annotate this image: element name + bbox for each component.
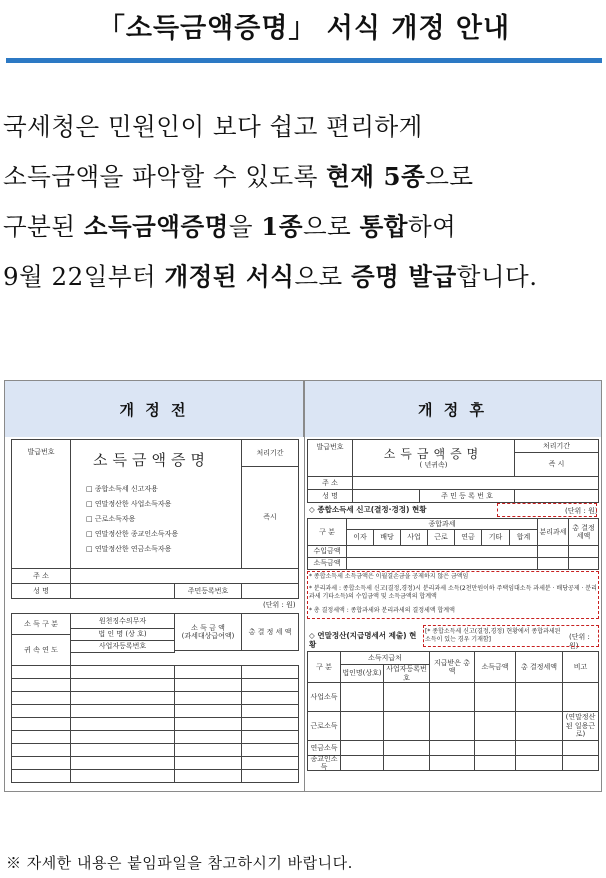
after-income-amount: 소득금액	[474, 651, 516, 683]
after-remark-value: (연말정산된 일용근로)	[562, 711, 599, 741]
before-total-tax: 총 결 정 세 액	[241, 613, 299, 651]
after-form-title-sub: ( 년귀속)	[419, 461, 448, 469]
before-name-label: 성 명	[11, 583, 71, 599]
before-income-amount: 소 득 금 액	[191, 623, 225, 632]
before-biz-no: 사업자등록번호	[70, 640, 175, 653]
after-type-label: 구 분	[307, 518, 347, 546]
column-divider	[304, 381, 305, 791]
after-col-sum: 합계	[509, 529, 538, 546]
before-option-3: □ 근로소득자용	[86, 515, 136, 523]
after-payer-corp: 법인명(상호)	[340, 664, 384, 683]
after-paid-amount: 지급받은 총 액	[429, 651, 475, 683]
after-note-1: * 종합소득세 소득금액은 이월결손금을 공제하지 않은 금액임	[309, 573, 469, 580]
before-unit: (단위 : 원)	[263, 601, 296, 609]
page-title: 「소득금액증명」 서식 개정 안내	[97, 13, 511, 44]
after-row-religious: 종교인소득	[307, 755, 341, 771]
after-issue-no: 발급번호	[307, 439, 353, 477]
title-bar	[6, 6, 602, 66]
after-column-header: 개 정 후	[304, 381, 601, 437]
after-note-3: * 총 결정세액 : 종합과세와 분리과세의 결정세액 합계액	[309, 607, 455, 614]
after-row-labor: 근로소득	[307, 711, 341, 741]
after-col-interest: 이자	[346, 529, 374, 546]
before-period-value: 즉시	[241, 466, 299, 569]
after-global-tax: 종합과세	[346, 518, 538, 530]
before-withholder: 원천징수의무자	[70, 613, 175, 629]
title-underline	[6, 58, 602, 63]
after-col-dividend: 배당	[373, 529, 401, 546]
intro-text	[3, 102, 603, 302]
after-period-value: 즉 시	[514, 452, 599, 477]
comparison-table	[4, 380, 602, 792]
before-income-amount-sub: (과세대상급여액)	[181, 632, 235, 640]
intro-line-4: 9월 22일부터 개정된 서식으로 증명 발급합니다.	[3, 262, 538, 291]
before-address-label: 주 소	[11, 568, 71, 584]
after-col-pension: 연금	[454, 529, 482, 546]
after-type-label-2: 구 분	[307, 651, 341, 683]
after-remarks: 비고	[562, 651, 599, 683]
after-row-income: 소득금액	[307, 557, 347, 570]
after-payer-biz: 사업자등록번호	[383, 664, 430, 683]
after-col-business: 사업	[400, 529, 428, 546]
after-address-label: 주 소	[307, 476, 353, 490]
after-section-2: ◇ 연말정산(지급명세서 제출) 현황	[309, 631, 417, 650]
before-corp-name: 법 인 명 (상 호)	[70, 628, 175, 641]
before-issue-no: 발급번호	[11, 439, 71, 569]
after-form-title: 소득금액증명	[383, 446, 484, 461]
intro-line-1: 국세청은 민원인이 보다 쉽고 편리하게	[3, 112, 423, 141]
intro-line-2: 소득금액을 파악할 수 있도록 현재 5종으로	[3, 162, 474, 191]
after-resident-no: 주 민 등 록 번 호	[419, 489, 515, 503]
before-column-header: 개 정 전	[5, 381, 304, 437]
before-option-5: □ 연말정산한 연금소득자용	[86, 545, 172, 553]
before-form-title: 소득금액증명	[93, 451, 210, 469]
before-resident-no: 주민등록번호	[174, 583, 242, 599]
after-note-2: * 분리과세 : 종합소득세 신고(결정,경정)시 분리과세 소득(2천만원이하 주택임대소득 과세분 · 배당공제 · 분리과세 기타소득)의 수입금액 및 소득금액의 합계액	[309, 585, 597, 600]
after-row-revenue: 수입금액	[307, 545, 347, 558]
before-form	[11, 439, 299, 787]
before-option-1: □ 종합소득세 신고자용	[86, 485, 158, 493]
before-option-2: □ 연말정산한 사업소득자용	[86, 500, 172, 508]
before-year: 귀 속 연 도	[11, 634, 71, 666]
after-unit-1: (단위 : 원)	[565, 507, 598, 515]
after-col-labor: 근로	[427, 529, 455, 546]
after-col-other: 기타	[481, 529, 510, 546]
after-total-decided: 총 결정세액	[568, 518, 599, 546]
before-option-4: □ 연말정산한 종교인소득자용	[86, 530, 179, 538]
after-row-pension: 연금소득	[307, 740, 341, 756]
after-name-label: 성 명	[307, 489, 353, 503]
after-period-label: 처리기간	[514, 439, 599, 453]
after-decided-tax: 총 결정세액	[515, 651, 563, 683]
intro-line-3: 구분된 소득금액증명을 1종으로 통합하여	[3, 212, 457, 241]
after-section-1: ◇ 종합소득세 신고(결정·경정) 현황	[309, 505, 427, 514]
after-section-2-note: [* 종합소득세 신고(결정,경정) 현황에서 종합과세된 소득이 있는 경우 기재함]	[425, 628, 561, 643]
after-unit-2: (단위 : 원)	[569, 633, 590, 650]
after-payer: 소득지급처	[340, 651, 430, 665]
before-income-type: 소 득 구 분	[11, 613, 71, 635]
before-period-label: 처리기간	[241, 439, 299, 467]
after-separate: 분리과세	[537, 518, 569, 546]
after-row-business: 사업소득	[307, 682, 341, 712]
after-form	[307, 439, 599, 789]
footnote: ※ 자세한 내용은 붙임파일을 참고하시기 바랍니다.	[6, 854, 353, 872]
